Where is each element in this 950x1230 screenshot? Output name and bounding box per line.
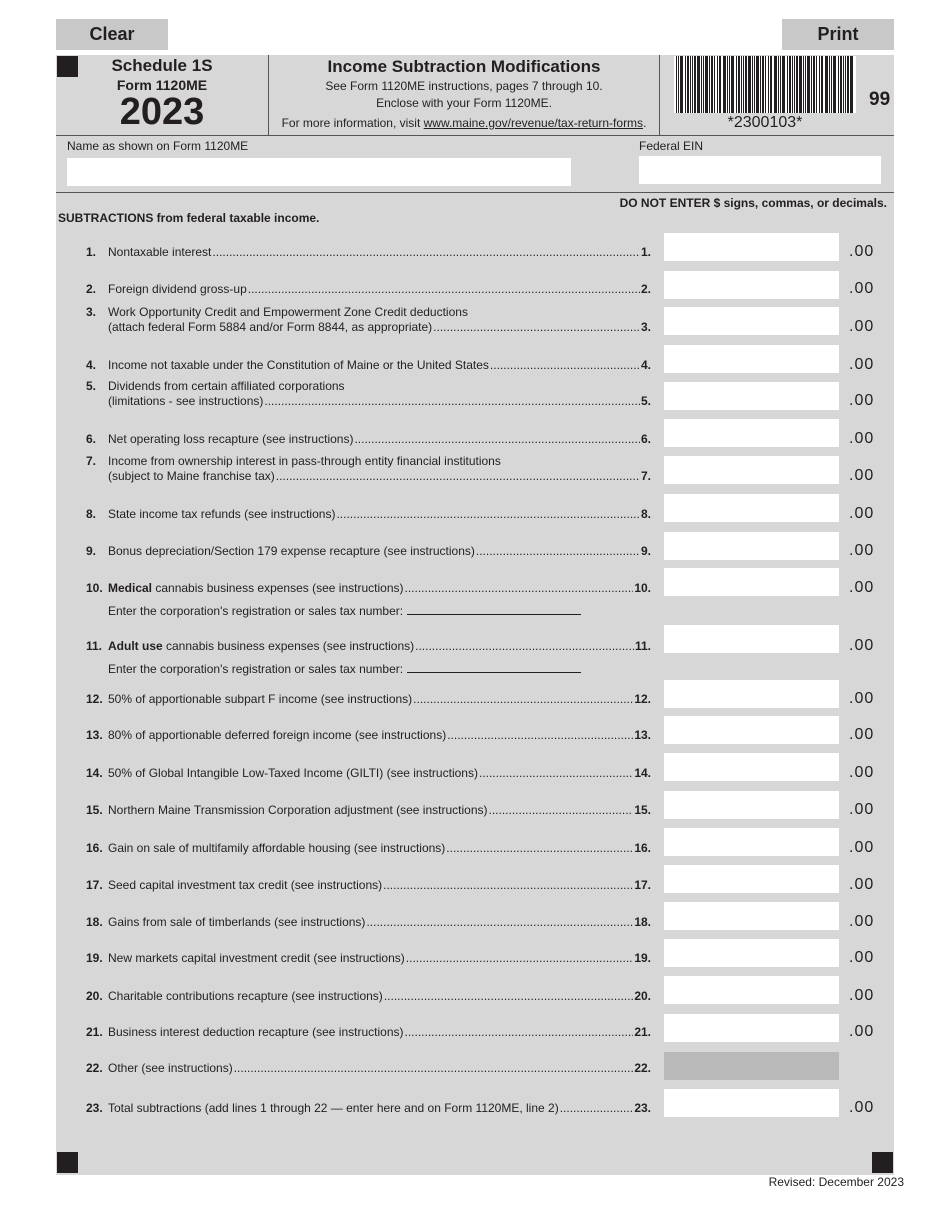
- line-number: 15.: [86, 803, 103, 817]
- line-5: [86, 379, 651, 410]
- line-ref: 20.: [634, 989, 651, 1003]
- line-ref: 21.: [634, 1025, 651, 1039]
- line-21-amount-input[interactable]: [664, 1014, 839, 1042]
- line-number: 17.: [86, 878, 103, 892]
- line-description-first: Income from ownership interest in pass-through entity financial institutions: [108, 454, 501, 468]
- form-panel: [56, 55, 894, 1175]
- leader-dots: [413, 692, 633, 707]
- line-ref: 13.: [634, 728, 651, 742]
- line-13-amount-input[interactable]: [664, 716, 839, 744]
- line-12-amount-input[interactable]: [664, 680, 839, 708]
- form-number: Form 1120ME: [116, 77, 208, 93]
- line-ref: 15.: [634, 803, 651, 817]
- line-number: 18.: [86, 915, 103, 929]
- registration-number-blank[interactable]: [407, 661, 581, 673]
- line-description: [108, 1101, 559, 1116]
- print-button[interactable]: Print: [782, 19, 894, 50]
- line-6-amount-input[interactable]: [664, 419, 839, 447]
- line-ref: 2.: [640, 282, 651, 296]
- leader-dots: [384, 989, 634, 1004]
- line-number: 9.: [86, 544, 97, 558]
- line-number: 10.: [86, 581, 103, 595]
- line-number: 3.: [86, 305, 97, 319]
- line-ref: 6.: [640, 432, 651, 446]
- line-text: 50% of Global Intangible Low-Taxed Income (GILTI) (see instructions): [108, 766, 478, 780]
- line-text: New markets capital investment credit (see instructions): [108, 951, 405, 965]
- line-text: Gain on sale of multifamily affordable housing (see instructions): [108, 841, 446, 855]
- cents-suffix: .00: [849, 280, 875, 297]
- line-text: Net operating loss recapture (see instructions): [108, 432, 354, 446]
- line-description: [108, 639, 414, 654]
- leader-dots: [234, 1061, 634, 1076]
- more-info: For more information, visit www.maine.gov/revenue/tax-return-forms.: [281, 116, 647, 130]
- line-ref: 7.: [640, 469, 651, 483]
- leader-dots: [276, 469, 640, 484]
- line-ref: 19.: [634, 951, 651, 965]
- cents-suffix: .00: [849, 1099, 875, 1116]
- line-text: Bonus depreciation/Section 179 expense recapture (see instructions): [108, 544, 475, 558]
- cents-suffix: .00: [849, 949, 875, 966]
- ein-label: Federal EIN: [639, 139, 704, 153]
- cents-suffix: .00: [849, 801, 875, 818]
- registration-number-note: Enter the corporation's registration or sales tax number:: [108, 603, 581, 618]
- line-12: [86, 692, 651, 708]
- line-text: Charitable contributions recapture (see instructions): [108, 989, 383, 1003]
- line-13: [86, 728, 651, 744]
- line-ref: 17.: [634, 878, 651, 892]
- line-number: 21.: [86, 1025, 103, 1039]
- line-22-amount-input: [664, 1052, 839, 1080]
- name-label: Name as shown on Form 1120ME: [67, 139, 249, 153]
- line-description: [108, 1061, 233, 1076]
- line-11: [86, 639, 651, 655]
- line-11-amount-input[interactable]: [664, 625, 839, 653]
- line-emphasis: Adult use: [108, 639, 163, 653]
- line-number: 5.: [86, 379, 97, 393]
- leader-dots: [447, 728, 633, 743]
- line-ref: 18.: [634, 915, 651, 929]
- barcode: [674, 56, 856, 113]
- revised-date: Revised: December 2023: [768, 1175, 904, 1189]
- line-7: [86, 454, 651, 485]
- leader-dots: [433, 320, 640, 335]
- form-title-block: [269, 55, 659, 130]
- leader-dots: [366, 915, 633, 930]
- line-description: [108, 766, 478, 781]
- leader-dots: [212, 245, 640, 260]
- line-description: [108, 432, 353, 447]
- line-description: [108, 878, 382, 893]
- barcode-text: *2300103*: [727, 114, 803, 131]
- registration-mark-bottom-left: [57, 1152, 78, 1173]
- line-text: 80% of apportionable deferred foreign income (see instructions): [108, 728, 447, 742]
- section-title: SUBTRACTIONS from federal taxable income.: [58, 211, 320, 225]
- line-description: [108, 469, 275, 484]
- line-20-amount-input[interactable]: [664, 976, 839, 1004]
- enclose-note: Enclose with your Form 1120ME.: [376, 96, 552, 110]
- line-20: [86, 989, 651, 1005]
- clear-button[interactable]: Clear: [56, 19, 168, 50]
- line-16-amount-input[interactable]: [664, 828, 839, 856]
- line-ref: 5.: [640, 394, 651, 408]
- cents-suffix: .00: [849, 542, 875, 559]
- line-3-amount-input[interactable]: [664, 307, 839, 335]
- line-number: 11.: [86, 639, 103, 653]
- line-10-amount-input[interactable]: [664, 568, 839, 596]
- line-ref: 22.: [634, 1061, 651, 1075]
- line-description: [108, 507, 335, 522]
- line-description-first: Work Opportunity Credit and Empowerment Zone Credit deductions: [108, 305, 468, 319]
- cents-suffix: .00: [849, 318, 875, 335]
- line-15-amount-input[interactable]: [664, 791, 839, 819]
- cents-suffix: .00: [849, 243, 875, 260]
- cents-suffix: .00: [849, 876, 875, 893]
- line-4: [86, 358, 651, 374]
- cents-suffix: .00: [849, 839, 875, 856]
- line-23-amount-input[interactable]: [664, 1089, 839, 1117]
- registration-number-note: Enter the corporation's registration or sales tax number:: [108, 661, 581, 676]
- name-field[interactable]: [67, 158, 571, 186]
- line-ref: 11.: [634, 639, 651, 653]
- cents-suffix: .00: [849, 579, 875, 596]
- line-description: [108, 282, 247, 297]
- leader-dots: [383, 878, 633, 893]
- line-number: 4.: [86, 358, 97, 372]
- line-number: 19.: [86, 951, 103, 965]
- line-number: 13.: [86, 728, 103, 742]
- line-5-amount-input[interactable]: [664, 382, 839, 410]
- line-text: cannabis business expenses (see instructions): [152, 581, 404, 595]
- line-14: [86, 766, 651, 782]
- line-ref: 1.: [640, 245, 651, 259]
- leader-dots: [248, 282, 640, 297]
- leader-dots: [479, 766, 633, 781]
- line-ref: 9.: [640, 544, 651, 558]
- page-code: 99: [869, 89, 891, 110]
- line-description: [108, 358, 489, 373]
- line-17-amount-input[interactable]: [664, 865, 839, 893]
- schedule-name: Schedule 1S: [111, 56, 213, 75]
- line-number: 7.: [86, 454, 97, 468]
- line-16: [86, 841, 651, 857]
- line-3: [86, 305, 651, 336]
- cents-suffix: .00: [849, 356, 875, 373]
- leader-dots: [415, 639, 634, 654]
- line-description: [108, 989, 383, 1004]
- line-text: Foreign dividend gross-up: [108, 282, 247, 296]
- line-19-amount-input[interactable]: [664, 939, 839, 967]
- line-number: 12.: [86, 692, 103, 706]
- line-number: 2.: [86, 282, 97, 296]
- line-8-amount-input[interactable]: [664, 494, 839, 522]
- tax-year: 2023: [119, 91, 205, 133]
- registration-mark-bottom-right: [872, 1152, 893, 1173]
- cents-suffix: .00: [849, 467, 875, 484]
- line-text: (subject to Maine franchise tax): [108, 469, 275, 483]
- line-text: 50% of apportionable subpart F income (see instructions): [108, 692, 413, 706]
- cents-suffix: .00: [849, 637, 875, 654]
- line-ref: 16.: [634, 841, 651, 855]
- line-description: [108, 803, 488, 818]
- line-number: 22.: [86, 1061, 103, 1075]
- leader-dots: [264, 394, 640, 409]
- line-ref: 8.: [640, 507, 651, 521]
- line-15: [86, 803, 651, 819]
- line-9: [86, 544, 651, 560]
- line-8: [86, 507, 651, 523]
- line-text: Income not taxable under the Constitution of Maine or the United States: [108, 358, 489, 372]
- line-number: 20.: [86, 989, 103, 1003]
- line-text: Other (see instructions): [108, 1061, 233, 1075]
- cents-suffix: .00: [849, 1023, 875, 1040]
- line-ref: 10.: [634, 581, 651, 595]
- line-number: 14.: [86, 766, 103, 780]
- line-1-amount-input[interactable]: [664, 233, 839, 261]
- registration-number-blank[interactable]: [407, 603, 581, 615]
- page-title: Income Subtraction Modifications: [327, 57, 601, 76]
- line-number: 8.: [86, 507, 97, 521]
- form-id-block: [92, 55, 232, 131]
- line-10: [86, 581, 651, 597]
- revenue-website-link[interactable]: www.maine.gov/revenue/tax-return-forms: [423, 116, 644, 130]
- line-description: [108, 581, 403, 596]
- cents-suffix: .00: [849, 690, 875, 707]
- leader-dots: [446, 841, 633, 856]
- line-ref: 3.: [640, 320, 651, 334]
- line-ref: 12.: [634, 692, 651, 706]
- line-9-amount-input[interactable]: [664, 532, 839, 560]
- line-number: 6.: [86, 432, 97, 446]
- leader-dots: [489, 803, 634, 818]
- line-14-amount-input[interactable]: [664, 753, 839, 781]
- barcode-bars: [674, 56, 856, 113]
- leader-dots: [560, 1101, 634, 1116]
- line-description: [108, 915, 365, 930]
- leader-dots: [404, 1025, 633, 1040]
- line-description: [108, 728, 446, 743]
- line-ref: 23.: [634, 1101, 651, 1115]
- line-ref: 14.: [634, 766, 651, 780]
- leader-dots: [404, 581, 633, 596]
- line-18: [86, 915, 651, 931]
- cents-suffix: .00: [849, 764, 875, 781]
- cents-suffix: .00: [849, 987, 875, 1004]
- line-description: [108, 841, 445, 856]
- line-description: [108, 544, 475, 559]
- line-number: 23.: [86, 1101, 103, 1115]
- ein-field[interactable]: [639, 156, 881, 184]
- line-text: Total subtractions (add lines 1 through 22 — enter here and on Form 1120ME, line 2): [108, 1101, 559, 1115]
- leader-dots: [336, 507, 640, 522]
- line-19: [86, 951, 651, 967]
- line-number: 16.: [86, 841, 103, 855]
- line-22: [86, 1061, 651, 1077]
- instructions-reference: See Form 1120ME instructions, pages 7 through 10.: [325, 79, 603, 93]
- line-2: [86, 282, 651, 298]
- cents-suffix: .00: [849, 726, 875, 743]
- line-description: [108, 245, 211, 260]
- line-text: Business interest deduction recapture (see instructions): [108, 1025, 404, 1039]
- line-description: [108, 692, 412, 707]
- line-text: Gains from sale of timberlands (see instructions): [108, 915, 366, 929]
- line-description-first: Dividends from certain affiliated corporations: [108, 379, 345, 393]
- line-emphasis: Medical: [108, 581, 153, 595]
- line-1: [86, 245, 651, 261]
- cents-suffix: .00: [849, 392, 875, 409]
- line-text: State income tax refunds (see instructions): [108, 507, 336, 521]
- line-text: Seed capital investment tax credit (see instructions): [108, 878, 383, 892]
- leader-dots: [490, 358, 640, 373]
- line-text: (attach federal Form 5884 and/or Form 8844, as appropriate): [108, 320, 433, 334]
- entry-format-note: DO NOT ENTER $ signs, commas, or decimals.: [619, 196, 887, 210]
- cents-suffix: .00: [849, 505, 875, 522]
- line-4-amount-input[interactable]: [664, 345, 839, 373]
- line-text: Nontaxable interest: [108, 245, 212, 259]
- leader-dots: [354, 432, 640, 447]
- line-number: 1.: [86, 245, 97, 259]
- line-text: Northern Maine Transmission Corporation adjustment (see instructions): [108, 803, 488, 817]
- line-description: [108, 394, 263, 409]
- line-7-amount-input[interactable]: [664, 456, 839, 484]
- line-description: [108, 951, 405, 966]
- line-17: [86, 878, 651, 894]
- line-23: [86, 1101, 651, 1117]
- line-text: (limitations - see instructions): [108, 394, 264, 408]
- cents-suffix: .00: [849, 913, 875, 930]
- leader-dots: [406, 951, 634, 966]
- cents-suffix: .00: [849, 430, 875, 447]
- line-6: [86, 432, 651, 448]
- line-2-amount-input[interactable]: [664, 271, 839, 299]
- leader-dots: [476, 544, 640, 559]
- line-description: [108, 320, 432, 335]
- line-description: [108, 1025, 403, 1040]
- line-text: cannabis business expenses (see instructions): [162, 639, 415, 653]
- line-ref: 4.: [640, 358, 651, 372]
- registration-mark: [57, 56, 78, 77]
- line-21: [86, 1025, 651, 1041]
- line-18-amount-input[interactable]: [664, 902, 839, 930]
